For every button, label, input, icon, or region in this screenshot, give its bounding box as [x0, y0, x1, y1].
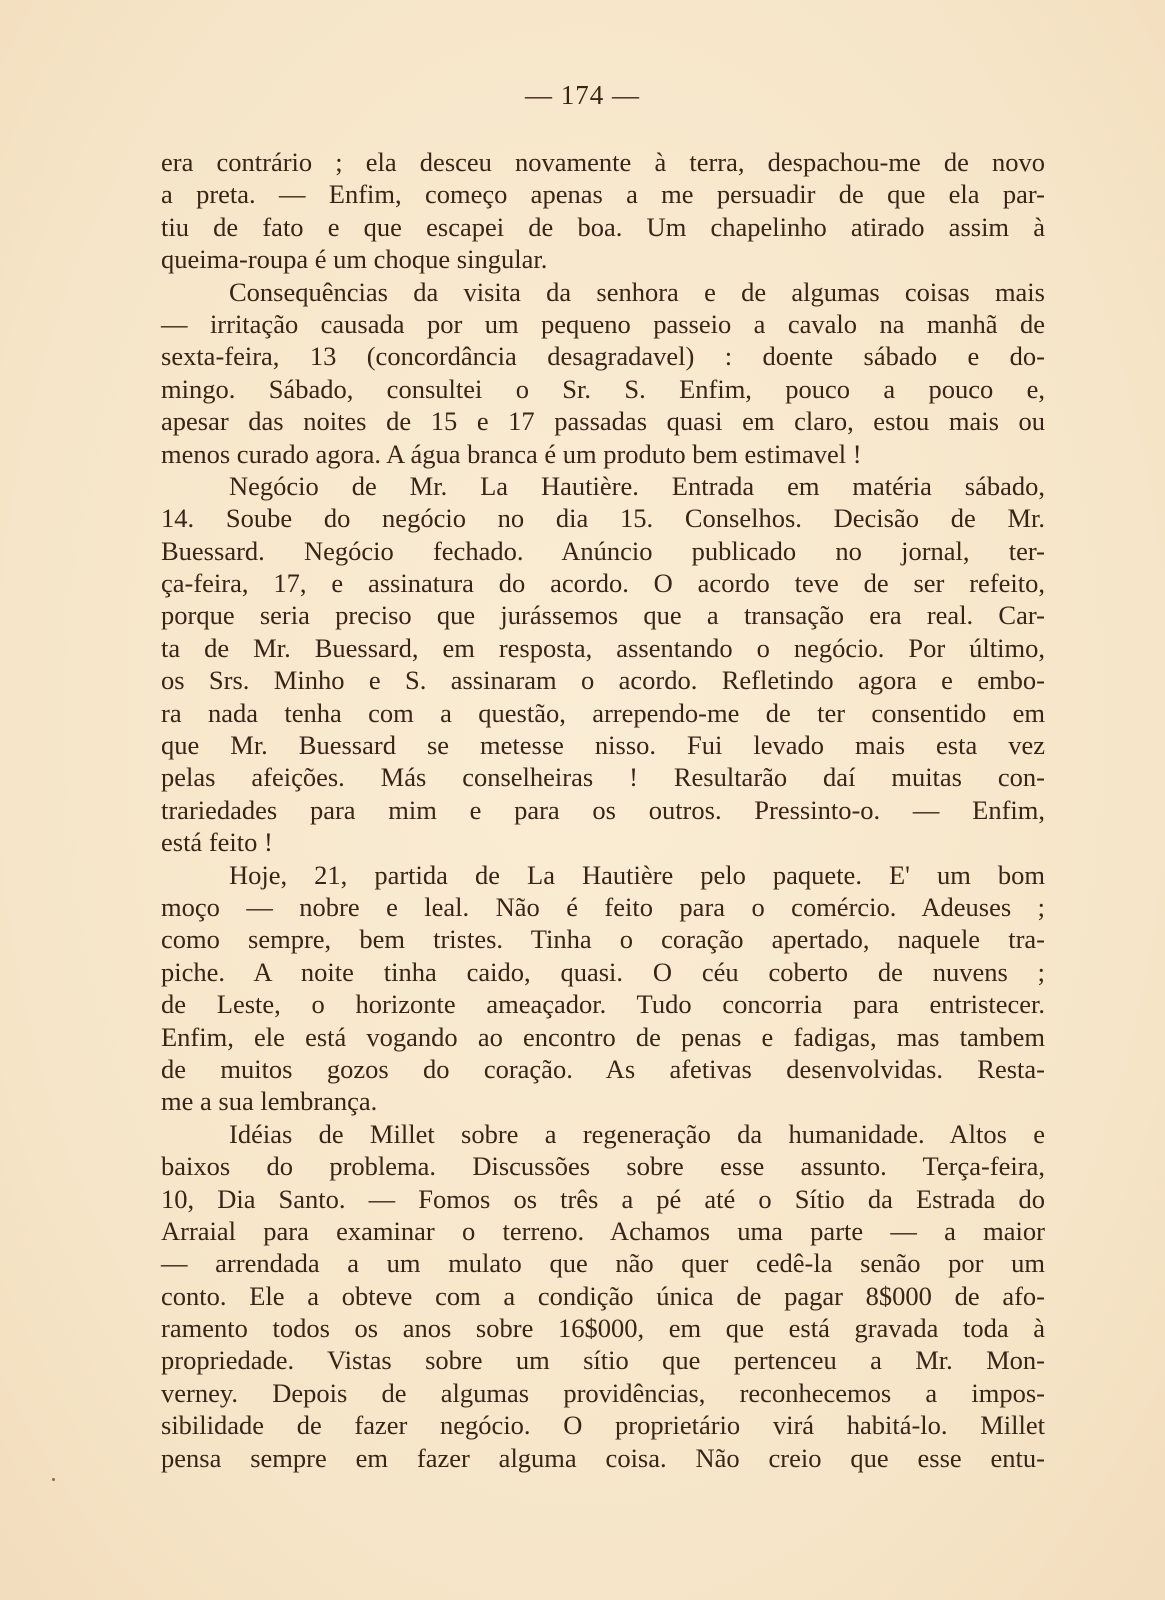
text-line: — arrendada a um mulato que não quer cedê-la senão por um	[161, 1248, 1045, 1279]
page-number: — 174 —	[525, 80, 640, 110]
paragraph	[161, 146, 1045, 276]
text-line: baixos do problema. Discussões sobre esse assunto. Terça-feira,	[161, 1151, 1045, 1182]
text-line: menos curado agora. A água branca é um produto bem estimavel !	[161, 438, 862, 469]
text-line: pelas afeições. Más conselheiras ! Resultarão daí muitas con-	[161, 762, 1045, 793]
text-line: conto. Ele a obteve com a condição única de pagar 8$000 de afo-	[161, 1280, 1045, 1311]
text-line: Hoje, 21, partida de La Hautière pelo paquete. E' um bom	[229, 859, 1045, 890]
text-line: ta de Mr. Buessard, em resposta, assentando o negócio. Por último,	[161, 632, 1045, 663]
text-line: era contrário ; ela desceu novamente à terra, despachou-me de novo	[161, 147, 1045, 177]
text-line: que Mr. Buessard se metesse nisso. Fui levado mais esta vez	[161, 730, 1045, 761]
text-line: propriedade. Vistas sobre um sítio que pertenceu a Mr. Mon-	[161, 1345, 1045, 1376]
text-line: pensa sempre em fazer alguma coisa. Não creio que esse entu-	[161, 1442, 1045, 1473]
text-line: ramento todos os anos sobre 16$000, em que está gravada toda à	[161, 1313, 1045, 1344]
text-line: sexta-feira, 13 (concordância desagradavel) : doente sábado e do-	[161, 341, 1045, 372]
text-line: mingo. Sábado, consultei o Sr. S. Enfim, pouco a pouco e,	[161, 373, 1045, 404]
text-line: de muitos gozos do coração. As afetivas desenvolvidas. Resta-	[161, 1053, 1045, 1084]
text-line: piche. A noite tinha caido, quasi. O céu coberto de nuvens ;	[161, 956, 1045, 987]
paper-speck	[52, 1478, 55, 1481]
text-line: Idéias de Millet sobre a regeneração da humanidade. Altos e	[229, 1118, 1045, 1149]
text-line: 14. Soube do negócio no dia 15. Conselhos. Decisão de Mr.	[161, 503, 1045, 534]
text-line: verney. Depois de algumas providências, reconhecemos a impos-	[161, 1377, 1045, 1408]
text-line: 10, Dia Santo. — Fomos os três a pé até o Sítio da Estrada do	[161, 1183, 1045, 1214]
text-line: os Srs. Minho e S. assinaram o acordo. Refletindo agora e embo-	[161, 665, 1045, 696]
text-line: de Leste, o horizonte ameaçador. Tudo concorria para entristecer.	[161, 989, 1045, 1020]
paragraph	[161, 859, 1045, 1118]
text-line: Negócio de Mr. La Hautière. Entrada em matéria sábado,	[229, 470, 1045, 501]
text-line: trariedades para mim e para os outros. Pressinto-o. — Enfim,	[161, 794, 1045, 825]
text-line: está feito !	[161, 827, 273, 858]
text-line: a preta. — Enfim, começo apenas a me persuadir de que ela par-	[161, 179, 1045, 210]
text-line: queima-roupa é um choque singular.	[161, 244, 548, 275]
text-line: ça-feira, 17, e assinatura do acordo. O acordo teve de ser refeito,	[161, 568, 1045, 599]
paragraph	[161, 1118, 1045, 1474]
text-line: Consequências da visita da senhora e de algumas coisas mais	[229, 276, 1045, 307]
text-line: — irritação causada por um pequeno passeio a cavalo na manhã de	[161, 308, 1045, 339]
text-line: tiu de fato e que escapei de boa. Um chapelinho atirado assim à	[161, 211, 1045, 242]
paragraph	[161, 276, 1045, 470]
body-text	[161, 146, 1045, 1474]
text-line: moço — nobre e leal. Não é feito para o comércio. Adeuses ;	[161, 891, 1045, 922]
text-line: me a sua lembrança.	[161, 1086, 378, 1117]
text-line: Arraial para examinar o terreno. Achamos uma parte — a maior	[161, 1215, 1045, 1246]
paragraph	[161, 470, 1045, 859]
text-line: ra nada tenha com a questão, arrependo-me de ter consentido em	[161, 697, 1045, 728]
text-line: Enfim, ele está vogando ao encontro de penas e fadigas, mas tambem	[161, 1021, 1045, 1052]
text-line: porque seria preciso que jurássemos que a transação era real. Car-	[161, 600, 1045, 631]
text-line: Buessard. Negócio fechado. Anúncio publicado no jornal, ter-	[161, 535, 1045, 566]
text-line: apesar das noites de 15 e 17 passadas quasi em claro, estou mais ou	[161, 406, 1045, 437]
text-line: sibilidade de fazer negócio. O proprietário virá habitá-lo. Millet	[161, 1410, 1045, 1441]
text-line: como sempre, bem tristes. Tinha o coração apertado, naquele tra-	[161, 924, 1045, 955]
